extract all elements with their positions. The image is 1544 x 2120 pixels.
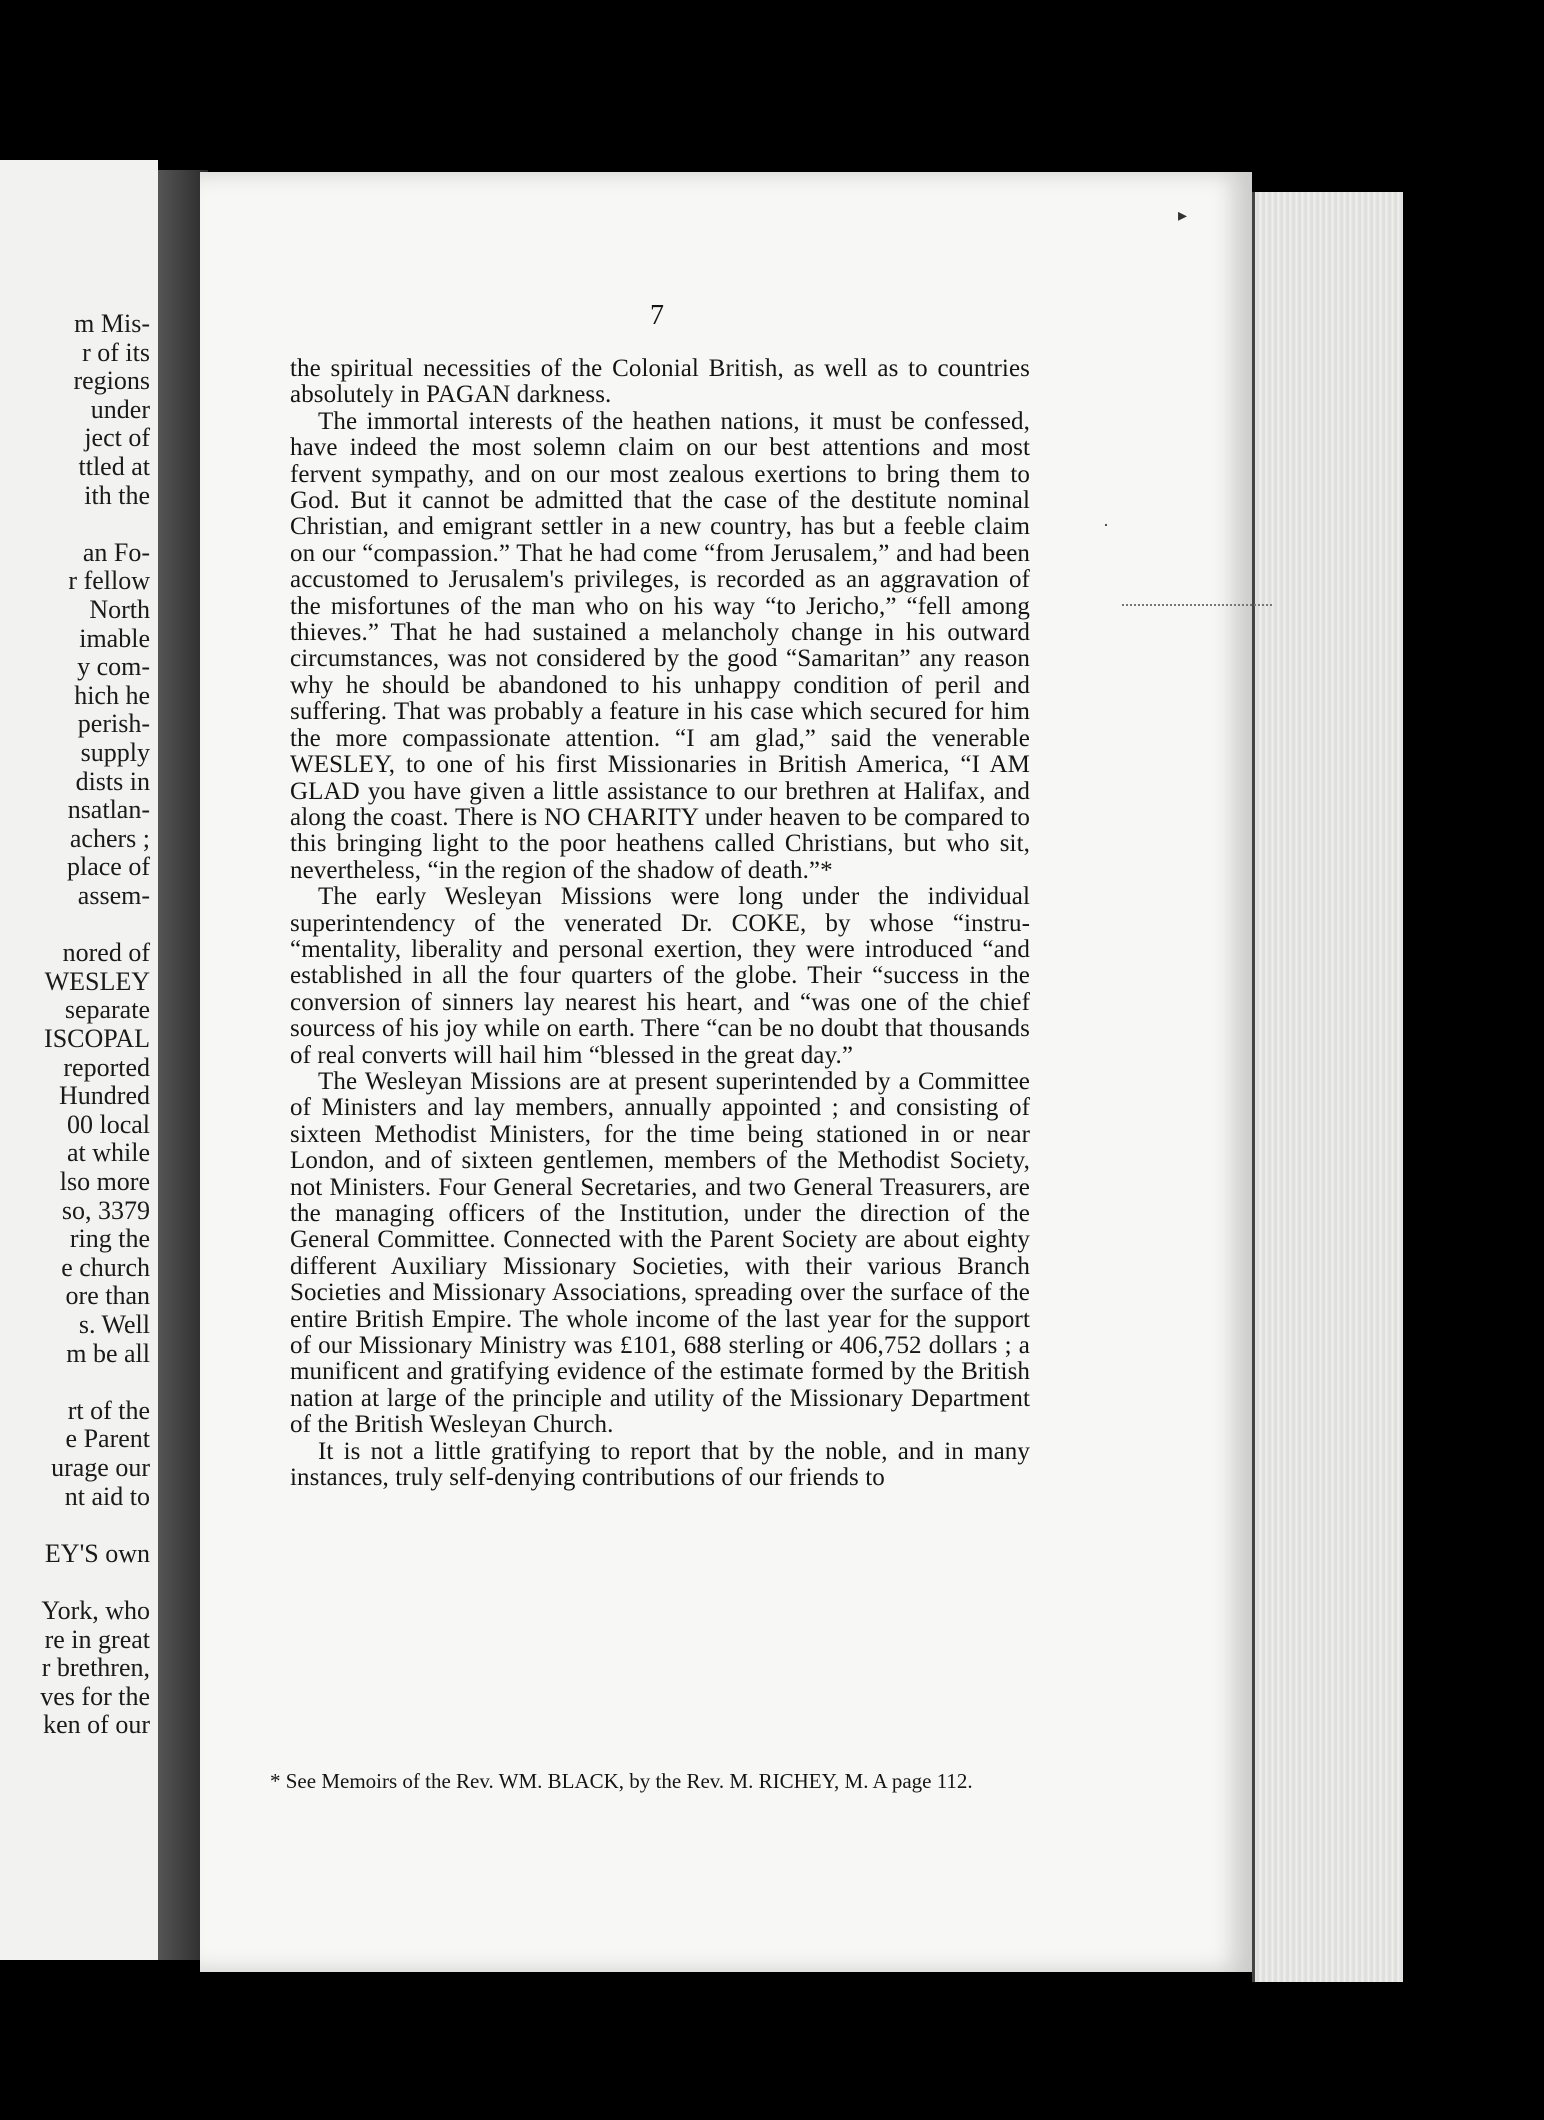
left-page-line: place of	[66, 852, 150, 882]
left-page-line: nt aid to	[64, 1481, 150, 1511]
left-page-line: y com-	[77, 652, 150, 682]
left-page-line: m Mis-	[74, 309, 150, 338]
left-page-line: e church	[61, 1252, 150, 1282]
stray-mark: ·	[1103, 515, 1109, 535]
paragraph: The immortal interests of the heathen nations, it must be confessed, have indeed the most solemn claim on our best attentions and most fervent sympathy, and on our most zealous exertions to bring them to God. But it cannot be admitted that the case of the destitute nominal Christian, and emigrant settler in a new country, has but a feeble claim on our “compassion.” That he had come “from Jerusalem,” and had been accustomed to Jerusalem's privileges, is recorded as an aggravation of the misfortunes of the man who on his way “to Jericho,” “fell among thieves.” That he had sustained a melancholy change in his outward circumstances, was not considered by the good “Samaritan” any reason why he should be abandoned to his unhappy condition of peril and suffering. That was probably a feature in his case which secured for him the more compassionate attention. “I am glad,” said the venerable WESLEY, to one of his first Missionaries in British America, “I AM GLAD you have given a little assistance to our brethren at Halifax, and along the coast. There is NO CHARITY under heaven to be compared to this bringing light to the poor heathens called Christians, but who sit, nevertheless, “in the region of the shadow of death.”*	[290, 407, 1030, 884]
left-page-line: perish-	[77, 709, 150, 739]
left-page-line: ring the	[69, 1224, 150, 1254]
left-page-line: ves for the	[40, 1681, 150, 1711]
left-page-line: s. Well	[78, 1310, 150, 1339]
left-page-line: hich he	[74, 680, 150, 710]
left-page-line: achers ;	[69, 823, 150, 853]
left-page-line: under	[90, 394, 150, 424]
left-page-line: reported	[63, 1052, 150, 1082]
left-page-line: ISCOPAL	[44, 1024, 150, 1053]
body-text	[290, 356, 1030, 1491]
left-page-line: ject of	[84, 423, 150, 453]
left-page-line: re in great	[44, 1624, 150, 1654]
left-page-line: WESLEY	[44, 966, 150, 996]
left-page-line: so, 3379	[61, 1195, 150, 1225]
page-edge	[1252, 192, 1403, 1982]
left-page-line: an Fo-	[82, 537, 150, 567]
left-page-line: EY'S own	[44, 1538, 150, 1568]
left-page	[0, 160, 158, 1960]
left-page-line: supply	[80, 738, 150, 767]
page-number: 7	[650, 300, 664, 331]
left-page-line: Hundred	[59, 1081, 150, 1111]
left-page-line: nsatlan-	[67, 795, 150, 825]
left-page-line: regions	[73, 366, 150, 396]
stray-mark: ▸	[1178, 205, 1188, 225]
margin-scribble	[1122, 592, 1272, 606]
left-page-line: r of its	[82, 337, 150, 367]
paragraph: It is not a little gratifying to report that by the noble, and in many instances, truly self-denying contributions of our friends to	[290, 1437, 1030, 1492]
left-page-line: ttled at	[78, 452, 150, 481]
left-page-line: separate	[64, 995, 150, 1025]
left-page-line: m be all	[66, 1338, 150, 1368]
paragraph: the spiritual necessities of the Colonial British, as well as to countries absolutely in PAGAN darkness.	[290, 355, 1030, 409]
left-page-line: r fellow	[68, 566, 150, 596]
left-page-line: North	[89, 595, 150, 624]
left-page-line: ken of our	[43, 1710, 150, 1740]
left-page-line: imable	[79, 623, 150, 653]
left-page-line: 00 local	[66, 1109, 150, 1139]
left-page-line: at while	[66, 1138, 150, 1168]
paragraph: The Wesleyan Missions are at present superintended by a Committee of Ministers and lay members, annually appointed ; and consisting of sixteen Methodist Ministers, for the time being stationed in or near London, and of sixteen gentlemen, members of the Methodist Society, not Ministers. Four General Secretaries, and two General Treasurers, are the managing officers of the Institution, under the direction of the General Committee. Connected with the Parent Society are about eighty different Auxiliary Missionary Societies, with their various Branch Societies and Missionary Associations, spreading over the surface of the entire British Empire. The whole income of the last year for the support of our Missionary Ministry was £101, 688 sterling or 406,752 dollars ; a munificent and gratifying evidence of the estimate formed by the British nation at large of the principle and utility of the Missionary Department of the British Wesleyan Church.	[290, 1067, 1030, 1439]
left-page-line: ith the	[84, 480, 150, 510]
footnote: * See Memoirs of the Rev. WM. BLACK, by the Rev. M. RICHEY, M. A page 112.	[270, 1769, 973, 1793]
paragraph: The early Wesleyan Missions were long under the individual superintendency of the venerated Dr. COKE, by whose “instru- “mentality, liberality and personal exertion, they were introduced “and established in all the four quarters of the globe. Their “success in the conversion of sinners lay nearest his heart, and “was one of the chief sourcess of his joy while on earth. There “can be no doubt that thousands of real converts will hail him “blessed in the great day.”	[290, 883, 1030, 1069]
left-page-line: r brethren,	[41, 1653, 150, 1683]
left-page-line: lso more	[59, 1167, 150, 1196]
left-page-line: e Parent	[65, 1424, 150, 1454]
left-page-line: urage our	[51, 1453, 150, 1482]
left-page-line: dists in	[75, 766, 150, 796]
left-page-line: nored of	[62, 938, 150, 968]
left-page-line: ore than	[65, 1281, 150, 1311]
left-page-line: assem-	[77, 881, 150, 910]
left-page-line: rt of the	[67, 1395, 150, 1425]
left-page-line: York, who	[41, 1596, 150, 1625]
